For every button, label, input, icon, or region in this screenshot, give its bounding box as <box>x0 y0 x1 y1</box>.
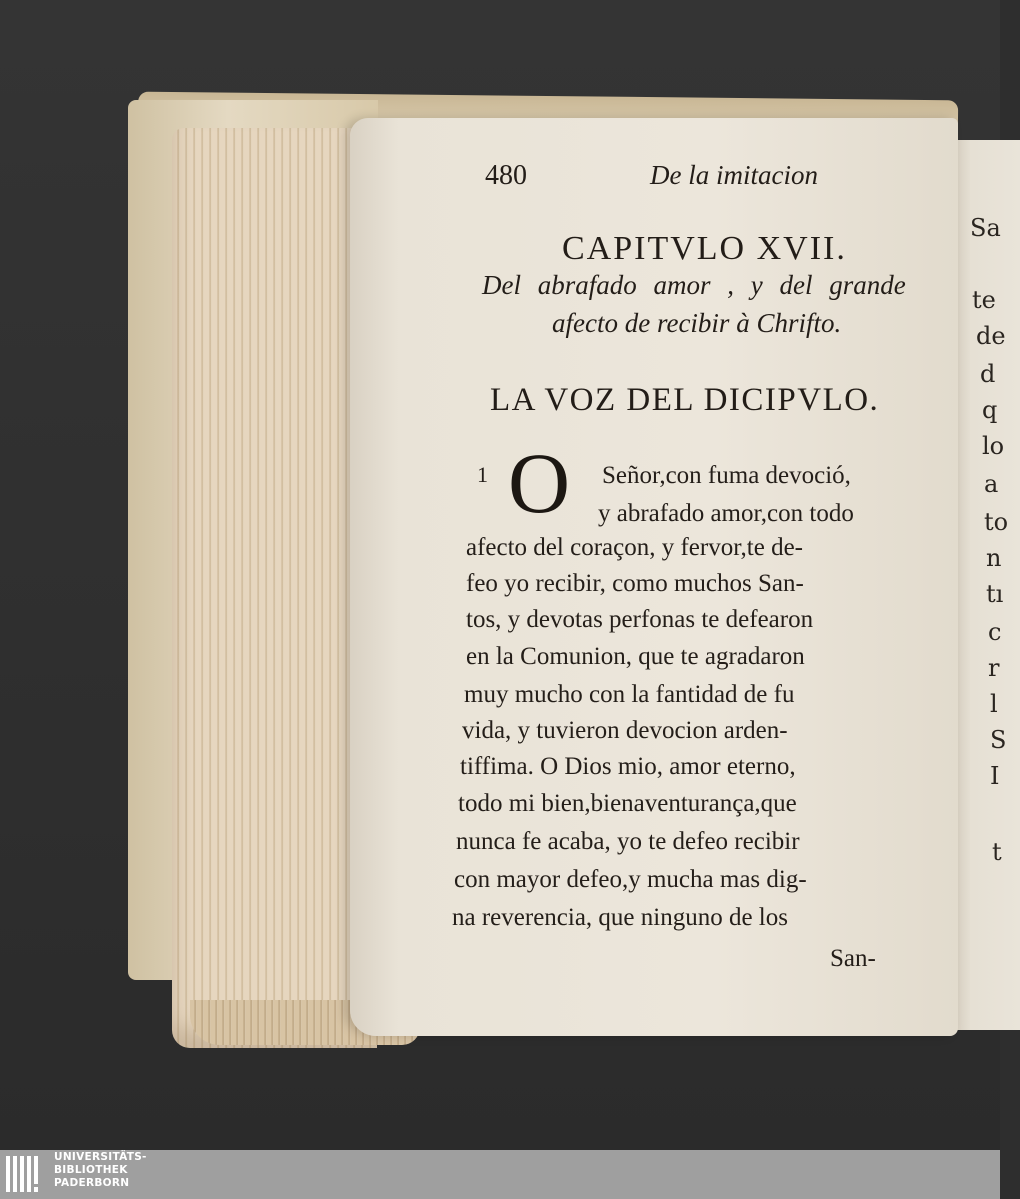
body-line: vida, y tuvieron devocion arden- <box>462 717 788 744</box>
body-line: feo yo recibir, como muchos San- <box>466 570 804 597</box>
facing-fragment: r <box>988 654 1000 682</box>
body-line: nunca fe acaba, yo te defeo recibir <box>456 828 800 855</box>
body-line: tiffima. O Dios mio, amor eterno, <box>460 753 796 780</box>
logo-line3: PADERBORN <box>54 1177 130 1189</box>
chapter-subtitle-line1: Del abrafado amor , y del grande <box>482 270 906 300</box>
footer-bar <box>0 1150 1000 1199</box>
facing-fragment: t <box>992 838 1002 866</box>
page-number: 480 <box>485 160 527 191</box>
body-line: afecto del coraçon, y fervor,te de- <box>466 534 803 561</box>
facing-fragment: te <box>972 286 996 314</box>
facing-fragment: c <box>988 618 1002 646</box>
facing-fragment: q <box>982 396 998 424</box>
facing-fragment: S <box>990 726 1007 754</box>
logo-line1: UNIVERSITÄTS- <box>54 1151 147 1163</box>
facing-fragment: d <box>980 360 996 388</box>
section-heading: LA VOZ DEL DICIPVLO. <box>490 382 880 418</box>
catchword: San- <box>830 945 876 972</box>
body-line: en la Comunion, que te agradaron <box>466 643 805 670</box>
body-line: Señor,con fuma devoció, <box>602 462 851 489</box>
verse-number: 1 <box>477 462 488 487</box>
library-logo-icon <box>6 1154 46 1194</box>
facing-fragment: de <box>976 322 1006 350</box>
facing-fragment: tı <box>986 580 1004 608</box>
body-line: y abrafado amor,con todo <box>598 500 854 527</box>
body-line: con mayor defeo,y mucha mas dig- <box>454 866 807 893</box>
facing-fragment: Sa <box>970 214 1001 242</box>
facing-page <box>950 140 1020 1030</box>
facing-fragment: n <box>986 544 1002 572</box>
page-edges <box>172 128 377 1048</box>
facing-fragment: to <box>984 508 1009 536</box>
logo-line2: BIBLIOTHEK <box>54 1164 128 1176</box>
running-head: De la imitacion <box>650 160 818 190</box>
body-line: muy mucho con la fantidad de fu <box>464 681 795 708</box>
body-line: todo mi bien,bienaventurança,que <box>458 790 797 817</box>
body-line: na reverencia, que ninguno de los <box>452 904 788 931</box>
facing-fragment: lo <box>982 432 1005 460</box>
drop-cap: O <box>508 435 571 531</box>
chapter-title: CAPITVLO XVII. <box>562 230 847 267</box>
body-line: tos, y devotas perfonas te defearon <box>466 606 814 633</box>
facing-fragment: l <box>990 690 998 718</box>
facing-fragment: I <box>990 762 1000 790</box>
library-logo-text <box>54 1151 147 1190</box>
facing-fragment: a <box>984 470 999 498</box>
chapter-subtitle-line2: afecto de recibir à Chrifto. <box>552 308 842 338</box>
